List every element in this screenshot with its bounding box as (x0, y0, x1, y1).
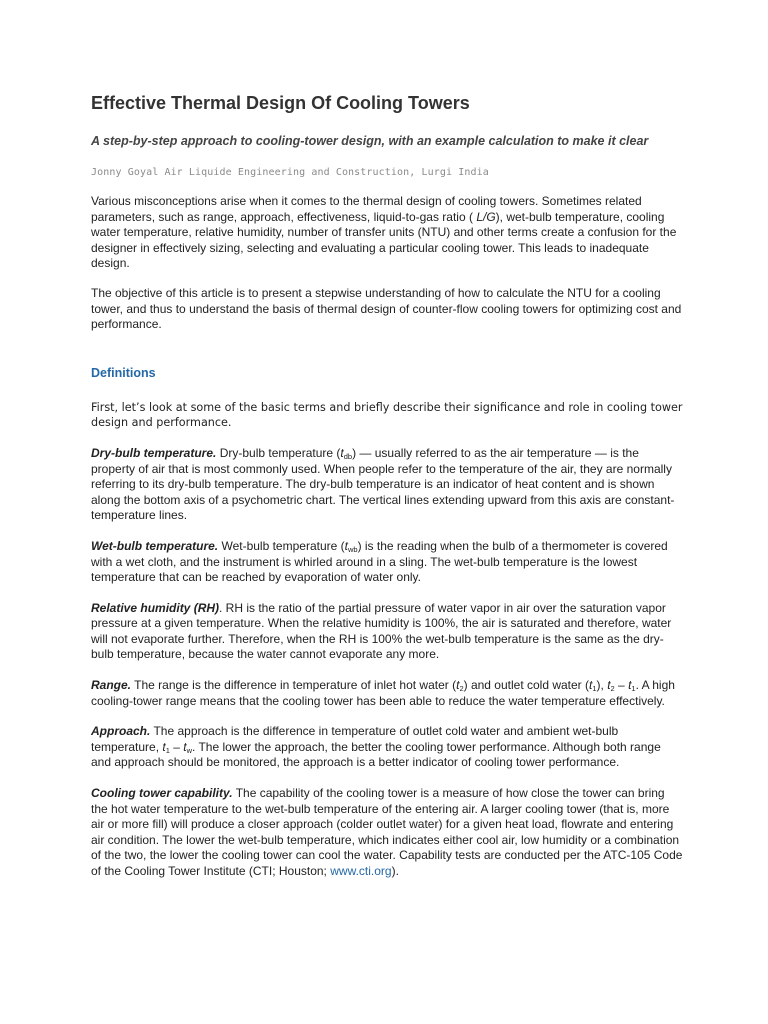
intro-paragraph: Various misconceptions arise when it comes to the thermal design of cooling towers. Sometimes related parameters, such as range, approach, effectiveness, liquid-to-gas ratio ( L/G), wet-bulb temperature, cooling water temperature, relative humidity, number of transfer units (NTU) and other terms create a confusion for the designer in effectively sizing, selecting and evaluating a particular cooling tower. This leads to inadequate design. (91, 194, 677, 271)
objective-paragraph: The objective of this article is to present a stepwise understanding of how to calculate the NTU for a cooling tower, and thus to understand the basis of thermal design of counter-flow cooling towers for optimizing cost and performance. (91, 285, 682, 332)
definition-dry-bulb: Dry-bulb temperature. Dry-bulb temperature $(t_{db})$ — usually referred to as the air temperature — is the property of air that is most commonly used. When people refer to the temperature of the air, they are normally referring to its dry-bulb temperature. The dry-bulb temperature is an indicator of heat content and is shown along the bottom axis of a psychometric chart. The vertical lines extending upward from this axis are constant-temperature lines. (91, 445, 675, 523)
article-title: Effective Thermal Design Of Cooling Towers (91, 93, 470, 113)
definition-wet-bulb: Wet-bulb temperature. Wet-bulb temperature $(t_{wb})$ is the reading when the bulb of a thermometer is covered with a wet cloth, and the instrument is whirled around in a sling. The wet-bulb temperature is the lowest temperature that can be reached by evaporation of water only. (91, 538, 668, 585)
article-body (91, 92, 683, 880)
definition-range: Range. The range is the difference in temperature of inlet hot water $(t_2)$ and outlet cold water $(t_1)$, $t_2 - t_1$. A high cooling-tower range means that the cooling tower has been able to reduce the water temperature effectively. (91, 678, 675, 708)
cti-link[interactable]: www.cti.org (330, 864, 392, 878)
definition-relative-humidity: Relative humidity (RH). RH is the ratio of the partial pressure of water vapor in air over the saturation vapor pressure at a given temperature. When the relative humidity is 100%, the air is saturated and therefore, water will not evaporate further. Therefore, when the RH is 100% the wet-bulb temperature is the same as the dry-bulb temperature, because the water cannot evaporate any more. (91, 600, 672, 662)
definitions-intro: First, let’s look at some of the basic terms and briefly describe their significance and role in cooling tower design and performance. (91, 400, 683, 430)
article-subtitle: A step-by-step approach to cooling-tower design, with an example calculation to make it clear (91, 134, 649, 148)
definition-capability: Cooling tower capability. The capability of the cooling tower is a measure of how close the tower can bring the hot water temperature to the wet-bulb temperature of the entering air. A larger cooling tower (that is, more air or more fill) will produce a closer approach (colder outlet water) for a given heat load, flowrate and entering air condition. The lower the wet-bulb temperature, which indicates either cool air, low humidity or a combination of the two, the lower the cooling tower can cool the water. Capability tests are conducted per the ATC-105 Code of the Cooling Tower Institute (CTI; Houston; www.cti.org). (91, 786, 683, 878)
definition-approach: Approach. The approach is the difference in temperature of outlet cold water and ambient wet-bulb temperature, $t_1 - t_w$. The lower the approach, the better the cooling tower performance. Although both range and approach should be monitored, the approach is a better indicator of cooling tower performance. (91, 724, 661, 770)
definitions-heading: Definitions (91, 365, 156, 380)
article-byline: Jonny Goyal Air Liquide Engineering and Construction, Lurgi India (91, 167, 489, 178)
